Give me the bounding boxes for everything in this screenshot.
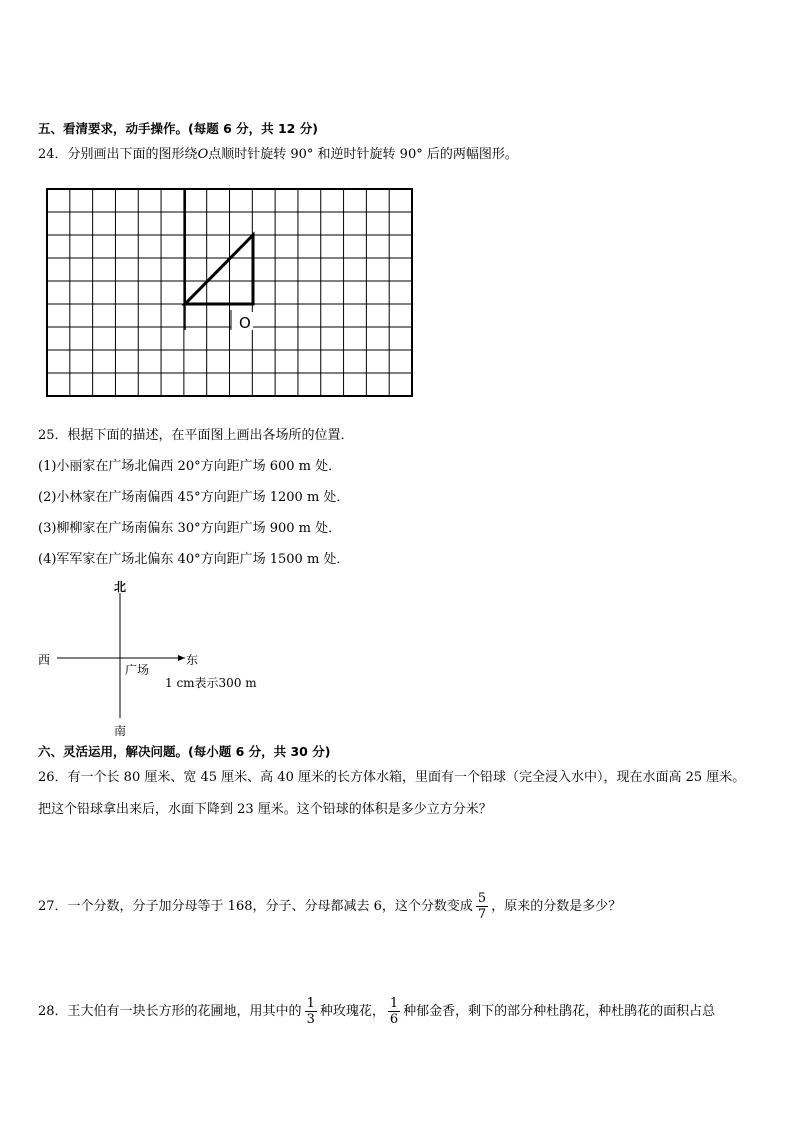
q27-fraction <box>476 891 488 922</box>
q25-intro-text: 根据下面的描述，在平面图上画出各场所的位置． <box>67 428 354 443</box>
q28-number: 28． <box>38 1004 68 1019</box>
q28-text <box>38 996 715 1027</box>
q26-line1 <box>38 769 745 787</box>
q27-text <box>38 891 621 922</box>
q28-text-a: 王大伯有一块长方形的花圃地，用其中的 <box>67 1004 302 1019</box>
q28-fraction-2 <box>388 996 400 1027</box>
q25-intro <box>38 427 354 445</box>
q28-fraction-1 <box>305 996 317 1027</box>
q24-point: O <box>197 147 209 162</box>
east-label: 东 <box>186 653 199 667</box>
scale-label: 1 cm表示300 m <box>165 676 257 690</box>
q25-number: 25． <box>38 428 68 443</box>
west-label: 西 <box>38 653 51 667</box>
q26-number: 26． <box>38 770 68 785</box>
q27-text-b: ，原来的分数是多少？ <box>491 899 622 914</box>
q26-text-line1: 有一个长 80 厘米、宽 45 厘米、高 40 厘米的长方体水箱，里面有一个铅球（完全浸入水中），现在水面高 25 厘米。 <box>67 770 746 785</box>
section5-heading: 五、看清要求，动手操作。(每题 6 分，共 12 分) <box>38 121 318 136</box>
q25-item-3: (3)柳柳家在广场南偏东 30°方向距广场 900 m 处． <box>38 521 342 536</box>
east-arrow-icon <box>178 655 185 661</box>
q27-number: 27． <box>38 899 68 914</box>
q27-frac-numerator: 5 <box>477 891 487 906</box>
q25-item-2: (2)小林家在广场南偏西 45°方向距广场 1200 m 处． <box>38 490 350 505</box>
section6-heading: 六、灵活运用，解决问题。(每小题 6 分，共 30 分) <box>38 744 331 759</box>
q28-frac2-denominator: 6 <box>389 1012 399 1027</box>
plaza-label: 广场 <box>125 663 150 677</box>
q28-text-c: 种郁金香，剩下的部分种杜鹃花，种杜鹃花的面积占总 <box>403 1004 716 1019</box>
right-triangle-shape <box>185 235 253 304</box>
q24-text-b: 点顺时针旋转 90° 和逆时针旋转 90° 后的两幅图形。 <box>208 147 518 162</box>
q28-frac2-numerator: 1 <box>389 996 399 1011</box>
q28-text-b: 种玫瑰花， <box>319 1004 385 1019</box>
q28-frac1-numerator: 1 <box>306 996 315 1011</box>
q24-number: 24． <box>38 147 68 162</box>
south-label: 南 <box>114 724 127 738</box>
q28-frac1-denominator: 3 <box>306 1012 315 1027</box>
point-o-label: O <box>239 314 251 332</box>
q26-line2: 把这个铅球拿出来后，水面下降到 23 厘米。这个铅球的体积是多少立方分米？ <box>38 802 492 817</box>
q24-text-a: 分别画出下面的图形绕 <box>67 147 198 162</box>
q25-item-1: (1)小丽家在广场北偏西 20°方向距广场 600 m 处． <box>38 459 342 474</box>
north-label: 北 <box>114 580 127 594</box>
rotation-grid <box>0 0 794 420</box>
q27-frac-denominator: 7 <box>477 907 487 922</box>
q27-text-a: 一个分数，分子加分母等于 168，分子、分母都减去 6，这个分数变成 <box>67 899 473 914</box>
q25-item-4: (4)军军家在广场北偏东 40°方向距广场 1500 m 处． <box>38 552 350 567</box>
